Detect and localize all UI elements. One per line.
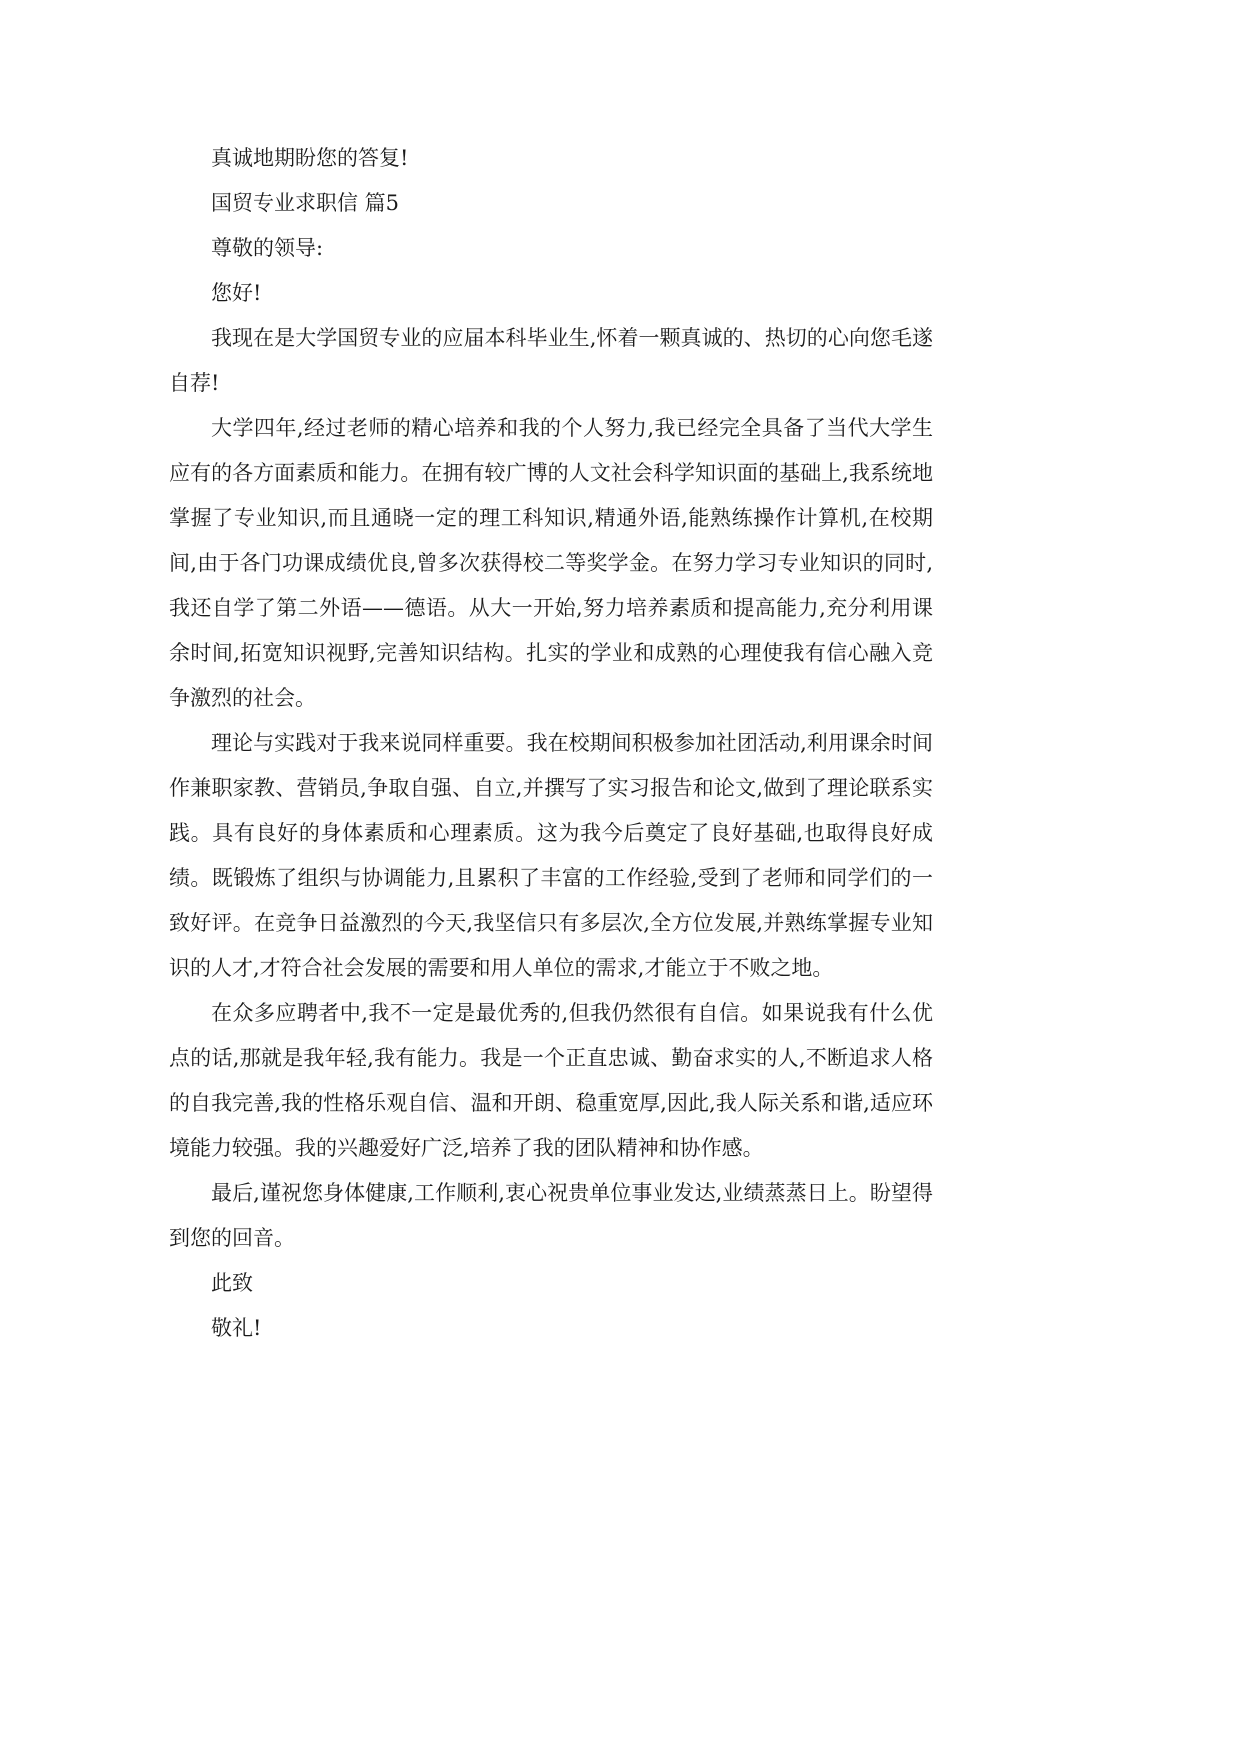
letter-title: 国贸专业求职信 篇5 [211, 191, 400, 215]
closing-line-2: 敬礼! [211, 1316, 262, 1340]
paragraph-intro: 我现在是大学国贸专业的应届本科毕业生,怀着一颗真诚的、热切的心向您毛遂自荐! [169, 326, 933, 395]
paragraph-wishes: 最后,谨祝您身体健康,工作顺利,衷心祝贵单位事业发达,业绩蒸蒸日上。盼望得到您的回音。 [169, 1181, 933, 1250]
letter-body [169, 136, 933, 1351]
closing-line-1: 此致 [211, 1271, 253, 1295]
paragraph-education: 大学四年,经过老师的精心培养和我的个人努力,我已经完全具备了当代大学生应有的各方面素质和能力。在拥有较广博的人文社会科学知识面的基础上,我系统地掌握了专业知识,而且通晓一定的理工科知识,精通外语,能熟练操作计算机,在校期间,由于各门功课成绩优良,曾多次获得校二等奖学金。在努力学习专业知识的同时,我还自学了第二外语——德语。从大一开始,努力培养素质和提高能力,充分利用课余时间,拓宽知识视野,完善知识结构。扎实的学业和成熟的心理使我有信心融入竞争激烈的社会。 [169, 416, 933, 710]
paragraph-practice: 理论与实践对于我来说同样重要。我在校期间积极参加社团活动,利用课余时间作兼职家教、营销员,争取自强、自立,并撰写了实习报告和论文,做到了理论联系实践。具有良好的身体素质和心理素质。这为我今后奠定了良好基础,也取得良好成绩。既锻炼了组织与协调能力,且累积了丰富的工作经验,受到了老师和同学们的一致好评。在竞争日益激烈的今天,我坚信只有多层次,全方位发展,并熟练掌握专业知识的人才,才符合社会发展的需要和用人单位的需求,才能立于不败之地。 [169, 731, 933, 980]
paragraph-self-assessment: 在众多应聘者中,我不一定是最优秀的,但我仍然很有自信。如果说我有什么优点的话,那就是我年轻,我有能力。我是一个正直忠诚、勤奋求实的人,不断追求人格的自我完善,我的性格乐观自信、温和开朗、稳重宽厚,因此,我人际关系和谐,适应环境能力较强。我的兴趣爱好广泛,培养了我的团队精神和协作感。 [169, 1001, 933, 1160]
salutation: 尊敬的领导: [211, 236, 324, 260]
greeting: 您好! [211, 281, 262, 305]
closing-request-line: 真诚地期盼您的答复! [211, 146, 409, 170]
